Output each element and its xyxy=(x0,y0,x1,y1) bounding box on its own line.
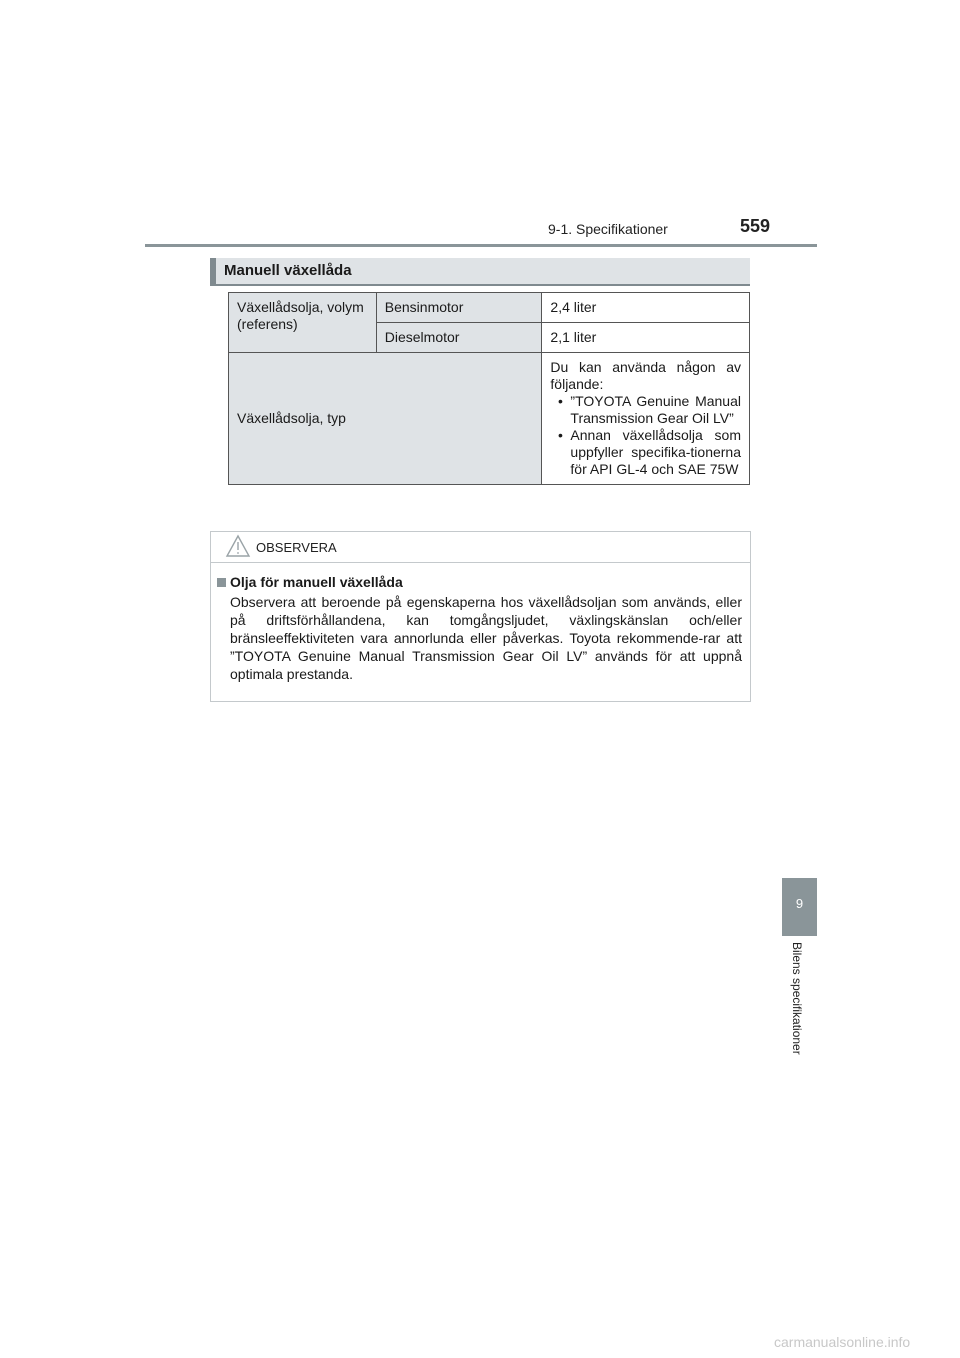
bullet: • xyxy=(557,393,563,409)
page-number: 559 xyxy=(740,216,771,236)
volume-label-cell: Växellådsolja, volym (referens) xyxy=(229,293,377,353)
type-option-2: Annan växellådsolja som uppfyller specifika-tionerna för API GL-4 och SAE 75W xyxy=(570,427,741,477)
notice-box xyxy=(210,531,751,702)
header-divider xyxy=(145,244,817,247)
notice-title-row xyxy=(217,573,742,591)
notice-label: OBSERVERA xyxy=(256,540,337,555)
type-label-cell: Växellådsolja, typ xyxy=(229,353,542,485)
list-item xyxy=(550,427,741,478)
table-row xyxy=(229,353,750,485)
chapter-number: 9 xyxy=(795,896,804,911)
notice-title: Olja för manuell växellåda xyxy=(230,574,403,590)
warning-triangle-icon xyxy=(225,534,251,563)
diesel-label-cell: Dieselmotor xyxy=(376,323,542,353)
petrol-label-cell: Bensinmotor xyxy=(376,293,542,323)
notice-header xyxy=(211,532,750,563)
chapter-tab xyxy=(782,878,817,936)
diesel-value-cell: 2,1 liter xyxy=(542,323,750,353)
chapter-title-vertical: Bilens specifikationer xyxy=(790,942,804,1055)
type-intro: Du kan använda någon av följande: xyxy=(550,359,741,392)
header-section-title: 9-1. Specifikationer xyxy=(548,221,668,237)
watermark: carmanualsonline.info xyxy=(774,1334,911,1350)
section-heading-accent xyxy=(210,258,216,284)
type-option-1: ”TOYOTA Genuine Manual Transmission Gear Oil LV” xyxy=(570,393,741,426)
type-value-cell xyxy=(542,353,750,485)
square-bullet-icon xyxy=(217,578,226,587)
list-item xyxy=(550,393,741,427)
section-heading-bar xyxy=(210,258,750,286)
notice-text: Observera att beroende på egenskaperna hos växellådsoljan som används, eller på driftsförhållandena, kan tomgångsljudet, växlingskänslan och/eller bränsleeffektiviteten vara annorlunda eller påverkas. Toyota rekommende-rar att ”TOYOTA Genuine Manual Transmission Gear Oil LV” används för att uppnå optimala prestanda. xyxy=(230,594,742,682)
section-heading: Manuell växellåda xyxy=(224,262,352,279)
notice-body xyxy=(211,563,750,683)
specification-table xyxy=(228,292,750,485)
table-row xyxy=(229,293,750,323)
bullet: • xyxy=(557,427,563,443)
petrol-value-cell: 2,4 liter xyxy=(542,293,750,323)
